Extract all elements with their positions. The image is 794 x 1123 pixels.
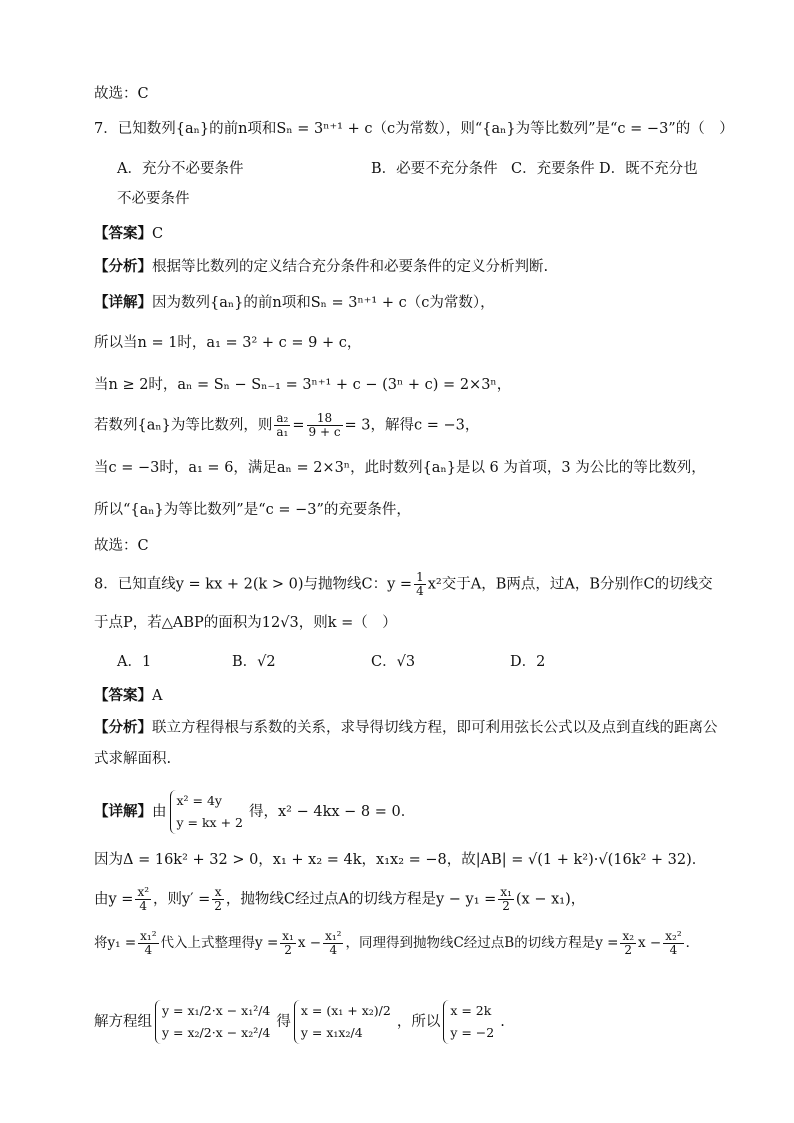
detail-tag: 【详解】 [94, 803, 152, 820]
q8-detail-4-a: 将y₁ = [94, 935, 137, 951]
q8-detail-3-b: ，则y′ = [153, 891, 211, 908]
fraction-denominator: 4 [329, 943, 338, 957]
fraction [620, 930, 636, 957]
answer-text: A [152, 688, 163, 704]
q8-detail-5-c: ，所以 [396, 1014, 441, 1030]
analysis-tag: 【分析】 [94, 258, 152, 275]
q7-detail-4-c: = 3，解得c = −3， [344, 417, 480, 434]
fraction-denominator: a₁ [276, 425, 289, 439]
fraction [498, 886, 514, 913]
fraction-denominator: 4 [144, 943, 153, 957]
q8-detail-4-f: ． [685, 935, 700, 951]
q8-option-c: C．√3 [371, 654, 416, 670]
q7-answer [94, 224, 163, 244]
q7-detail-1 [94, 293, 495, 313]
question-7-stem: 7．已知数列{aₙ}的前n项和Sₙ = 3ⁿ⁺¹ + c（c为常数），则“{aₙ}为等比数列”是“c = −3”的（ ） [94, 121, 734, 137]
fraction [138, 930, 158, 957]
q7-detail-5: 当c = −3时，a₁ = 6，满足aₙ = 2×3ⁿ，此时数列{aₙ}是以 6 为首项，3 为公比的等比数列， [94, 460, 706, 476]
q8-stem-b: x²交于A，B两点，过A，B分别作C的切线交 [427, 576, 713, 593]
fraction-numerator: x [212, 886, 224, 900]
q8-detail-3-a: 由y = [94, 891, 134, 908]
q8-option-b: B．√2 [232, 654, 276, 670]
fraction-numerator: x₂² [665, 929, 682, 943]
question-8-stem-cont: 于点P，若△ABP的面积为12√3，则k =（ ） [94, 615, 397, 631]
equation-system [443, 1000, 497, 1044]
equation-system [294, 1000, 394, 1044]
q7-option-d-cont: 不必要条件 [117, 191, 190, 207]
fraction [274, 412, 290, 439]
q7-analysis [94, 257, 548, 277]
fraction-numerator: x₁ [500, 885, 512, 899]
q7-detail-3: 当n ≥ 2时，aₙ = Sₙ − Sₙ₋₁ = 3ⁿ⁺¹ + c − (3ⁿ + c) = 2×3ⁿ， [94, 377, 512, 393]
q7-detail-4 [94, 412, 479, 439]
equation-system [170, 790, 246, 834]
equation-row: x = 2k [450, 1003, 492, 1018]
fraction-denominator: 9 + c [308, 425, 341, 439]
q8-detail-4-b: 代入上式整理得y = [160, 935, 279, 951]
fraction [135, 886, 151, 913]
answer-tag: 【答案】 [94, 225, 152, 242]
q8-option-d: D．2 [510, 654, 546, 670]
equation-row: y = x₂/2·x − x₂²/4 [162, 1025, 271, 1040]
q8-detail-4-c: x − [297, 935, 322, 951]
q8-answer [94, 686, 162, 706]
q8-detail-1-b: 得，x² − 4kx − 8 = 0． [248, 804, 416, 820]
equation-row: x² = 4y [176, 793, 222, 808]
fraction-denominator: 2 [502, 899, 510, 913]
analysis-tag: 【分析】 [94, 719, 152, 736]
q8-detail-5-a: 解方程组 [94, 1014, 152, 1030]
equation-row: y = kx + 2 [176, 815, 243, 830]
fraction-denominator: 2 [214, 899, 222, 913]
answer-text: C [152, 226, 164, 242]
q7-option-d: D．既不充分也 [599, 161, 698, 177]
q7-detail-2: 所以当n = 1时，a₁ = 3² + c = 9 + c， [94, 335, 362, 351]
q8-analysis-cont: 式求解面积. [94, 751, 172, 767]
q7-option-a: A．充分不必要条件 [117, 161, 244, 177]
q8-detail-2: 因为Δ = 16k² + 32 > 0，x₁ + x₂ = 4k，x₁x₂ = −8，故|AB| = √(1 + k²)·√(16k² + 32)． [94, 852, 707, 868]
analysis-text: 根据等比数列的定义结合充分条件和必要条件的定义分析判断. [152, 259, 549, 275]
fraction-numerator: x₁² [140, 929, 157, 943]
q8-detail-3 [94, 886, 585, 913]
q8-detail-4-d: ，同理得到抛物线C经过点B的切线方程是y = [345, 935, 619, 951]
equation-row: x = (x₁ + x₂)/2 [300, 1003, 391, 1018]
fraction-numerator: x₁² [325, 929, 342, 943]
q7-option-b: B．必要不充分条件 [371, 161, 498, 177]
q7-detail-4-a: 若数列{aₙ}为等比数列，则 [94, 417, 273, 434]
q8-detail-5-b: 得 [276, 1014, 291, 1030]
fraction-numerator: 18 [307, 412, 343, 426]
q8-detail-3-d: (x − x₁)， [515, 891, 586, 908]
q8-detail-3-c: ，抛物线C经过点A的切线方程是y − y₁ = [225, 891, 497, 908]
detail-text: 因为数列{aₙ}的前n项和Sₙ = 3ⁿ⁺¹ + c（c为常数）， [152, 295, 495, 311]
fraction [307, 412, 343, 439]
q8-detail-5-d: . [500, 1014, 505, 1030]
analysis-text: 联立方程得根与系数的关系，求导得切线方程，即可利用弦长公式以及点到直线的距离公 [152, 720, 718, 736]
fraction [212, 886, 224, 913]
fraction-numerator: a₂ [276, 411, 289, 425]
fraction [280, 930, 296, 957]
answer-tag: 【答案】 [94, 687, 152, 704]
equation-row: y = −2 [450, 1025, 495, 1040]
q8-detail-1 [94, 790, 415, 834]
fraction [414, 571, 426, 598]
q8-detail-5 [94, 1000, 505, 1044]
fraction-denominator: 2 [624, 943, 633, 957]
detail-tag: 【详解】 [94, 294, 152, 311]
q8-detail-4 [94, 930, 699, 957]
fraction-numerator: x₁ [282, 929, 294, 943]
fraction-denominator: 4 [139, 899, 148, 913]
q7-option-c: C．充要条件 [511, 161, 595, 177]
choice-result-7: 故选：C [94, 538, 149, 554]
fraction-denominator: 4 [669, 943, 678, 957]
fraction-numerator: x² [137, 885, 150, 899]
fraction-denominator: 2 [284, 943, 292, 957]
q7-detail-4-b: = [292, 417, 305, 434]
question-8-stem [94, 571, 713, 598]
equation-row: y = x₁/2·x − x₁²/4 [162, 1003, 271, 1018]
q8-detail-1-a: 由 [152, 804, 167, 820]
q8-option-a: A．1 [117, 654, 152, 670]
q8-analysis [94, 718, 718, 738]
fraction [663, 930, 683, 957]
fraction [323, 930, 343, 957]
fraction-denominator: 4 [416, 584, 424, 598]
equation-row: y = x₁x₂/4 [300, 1025, 363, 1040]
fraction-numerator: 1 [416, 570, 424, 584]
q8-stem-a: 8．已知直线y = kx + 2(k > 0)与抛物线C：y = [94, 576, 413, 593]
choice-result-6: 故选：C [94, 86, 149, 102]
q8-detail-4-e: x − [638, 935, 662, 951]
fraction-numerator: x₂ [622, 929, 635, 943]
equation-system [155, 1000, 273, 1044]
q7-detail-6: 所以“{aₙ}为等比数列”是“c = −3”的充要条件， [94, 502, 411, 518]
